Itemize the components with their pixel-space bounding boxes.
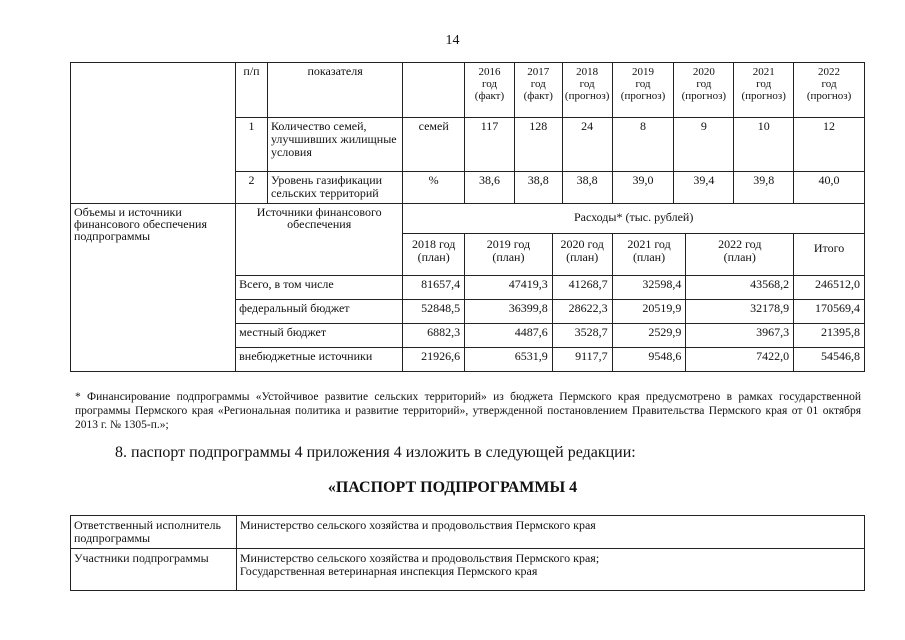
value-cell: 8 xyxy=(612,118,674,172)
amendment-point-8: 8. паспорт подпрограммы 4 приложения 4 изложить в следующей редакции: xyxy=(115,444,636,461)
fin-year-2021: 2021 год (план) xyxy=(612,234,686,276)
finance-value: 54546,8 xyxy=(794,348,865,372)
finance-value: 9117,7 xyxy=(552,348,612,372)
header-year-2016: 2016 год (факт) xyxy=(465,63,515,118)
subprogram-table xyxy=(70,62,865,372)
finance-value: 47419,3 xyxy=(465,276,553,300)
finance-value: 32598,4 xyxy=(612,276,686,300)
finance-row-name: местный бюджет xyxy=(236,324,403,348)
finance-value: 32178,9 xyxy=(686,300,794,324)
value-cell: 39,4 xyxy=(674,172,734,204)
footnote: * Финансирование подпрограммы «Устойчивое развитие сельских территорий» из бюджета Пермского края предусмотрено в рамках государственной программы Пермского края «Региональная политика и развитие территорий», утвержденной постановлением Правительства Пермского края от 01 октября 2013 г. № 1305-п.»; xyxy=(75,391,861,431)
passport-value xyxy=(236,516,864,549)
finance-value: 7422,0 xyxy=(686,348,794,372)
passport-label: Участники подпрограммы xyxy=(71,549,237,591)
passport-value-line: Министерство сельского хозяйства и продовольствия Пермского края xyxy=(239,518,596,532)
header-name: показателя xyxy=(267,63,402,118)
value-cell: 40,0 xyxy=(794,172,865,204)
value-cell: 24 xyxy=(562,118,612,172)
value-cell: 9 xyxy=(674,118,734,172)
row-num: 2 xyxy=(236,172,268,204)
row-name: Уровень газификации сельских территорий xyxy=(267,172,402,204)
value-cell: 39,8 xyxy=(734,172,794,204)
finance-value: 246512,0 xyxy=(794,276,865,300)
finance-value: 170569,4 xyxy=(794,300,865,324)
finance-header-row xyxy=(71,204,865,234)
fin-year-2020: 2020 год (план) xyxy=(552,234,612,276)
finance-value: 41268,7 xyxy=(552,276,612,300)
finance-value: 6531,9 xyxy=(465,348,553,372)
finance-value: 3528,7 xyxy=(552,324,612,348)
finance-row-name: внебюджетные источники xyxy=(236,348,403,372)
finance-value: 4487,6 xyxy=(465,324,553,348)
passport-value xyxy=(236,549,864,591)
fin-year-2018: 2018 год (план) xyxy=(403,234,465,276)
value-cell: 10 xyxy=(734,118,794,172)
passport-value-line: Государственная ветеринарная инспекция Пермского края xyxy=(239,564,538,578)
passport-title: «ПАСПОРТ ПОДПРОГРАММЫ 4 xyxy=(327,479,578,496)
row-unit: семей xyxy=(403,118,465,172)
finance-value: 52848,5 xyxy=(403,300,465,324)
row-unit: % xyxy=(403,172,465,204)
row-num: 1 xyxy=(236,118,268,172)
value-cell: 38,8 xyxy=(562,172,612,204)
finance-value: 2529,9 xyxy=(612,324,686,348)
finance-label: Объемы и источники финансового обеспечения подпрограммы xyxy=(71,204,236,372)
header-year-2018: 2018 год (прогноз) xyxy=(562,63,612,118)
value-cell: 117 xyxy=(465,118,515,172)
finance-value: 36399,8 xyxy=(465,300,553,324)
passport-value-line: Министерство сельского хозяйства и продовольствия Пермского края; xyxy=(239,551,600,565)
left-label-cell-empty xyxy=(71,63,236,204)
header-year-2020: 2020 год (прогноз) xyxy=(674,63,734,118)
value-cell: 38,6 xyxy=(465,172,515,204)
passport-label: Ответственный исполнитель подпрограммы xyxy=(71,516,237,549)
finance-value: 21926,6 xyxy=(403,348,465,372)
finance-value: 81657,4 xyxy=(403,276,465,300)
finance-value: 21395,8 xyxy=(794,324,865,348)
finance-value: 20519,9 xyxy=(612,300,686,324)
finance-value: 3967,3 xyxy=(686,324,794,348)
header-year-2019: 2019 год (прогноз) xyxy=(612,63,674,118)
value-cell: 38,8 xyxy=(514,172,562,204)
row-name: Количество семей, улучшивших жилищные условия xyxy=(267,118,402,172)
fin-year-2019: 2019 год (план) xyxy=(465,234,553,276)
passport-row xyxy=(71,549,865,591)
header-year-2022: 2022 год (прогноз) xyxy=(794,63,865,118)
header-year-2017: 2017 год (факт) xyxy=(514,63,562,118)
fin-total-header: Итого xyxy=(794,234,865,276)
sources-header: Источники финансового обеспечения xyxy=(236,204,403,276)
expenses-header: Расходы* (тыс. рублей) xyxy=(403,204,865,234)
finance-value: 28622,3 xyxy=(552,300,612,324)
finance-row-name: Всего, в том числе xyxy=(236,276,403,300)
value-cell: 128 xyxy=(514,118,562,172)
finance-value: 6882,3 xyxy=(403,324,465,348)
finance-row-name: федеральный бюджет xyxy=(236,300,403,324)
fin-year-2022: 2022 год (план) xyxy=(686,234,794,276)
page-number: 14 xyxy=(445,33,460,48)
value-cell: 39,0 xyxy=(612,172,674,204)
header-year-2021: 2021 год (прогноз) xyxy=(734,63,794,118)
header-unit xyxy=(403,63,465,118)
value-cell: 12 xyxy=(794,118,865,172)
indicator-header-row xyxy=(71,63,865,118)
passport-row xyxy=(71,516,865,549)
finance-value: 43568,2 xyxy=(686,276,794,300)
passport-table xyxy=(70,515,865,591)
header-num: п/п xyxy=(236,63,268,118)
finance-value: 9548,6 xyxy=(612,348,686,372)
